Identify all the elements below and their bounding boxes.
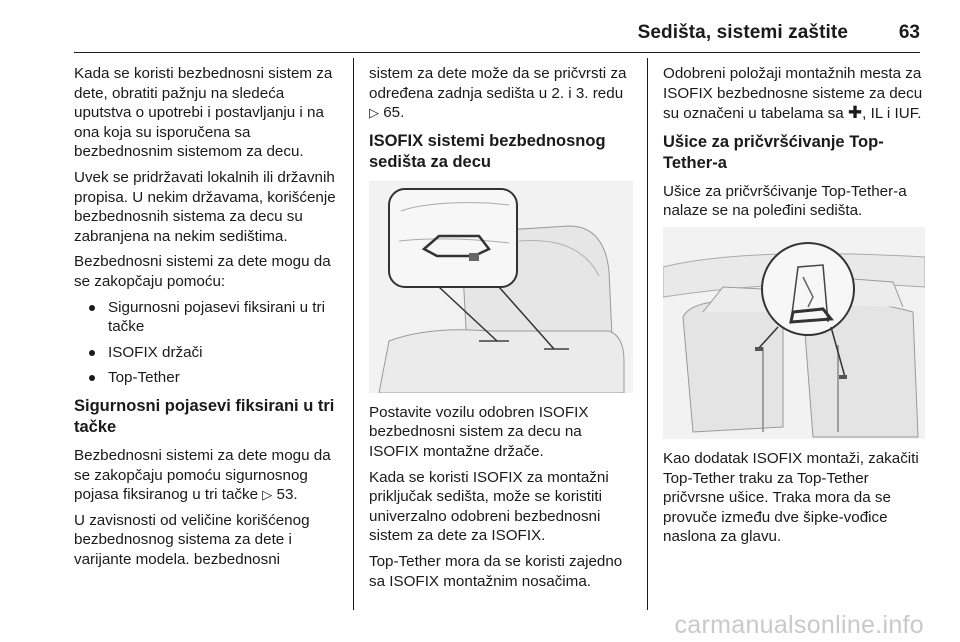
paragraph: Top-Tether mora da se koristi zajedno sa ISOFIX montažnim nosačima. [369,552,623,590]
paragraph-text: Odobreni položaji montažnih mesta za ISOFIX bezbednosne sisteme za decu su označeni u tabelama sa [663,65,923,123]
paragraph: Postavite vozilu odobren ISOFIX bezbednosni sistem za decu na ISOFIX montažne držače. [369,403,589,460]
bullet-list [74,298,344,388]
paragraph: Kao dodatak ISOFIX montaži, zakačiti Top-Tether traku za Top-Tether pričvrsne ušice. Traka mora da se provuče između dve šipke-vođice naslona za glavu. [663,449,919,546]
list-item: ISOFIX držači [74,343,344,363]
paragraph-text: , IL i IUF. [862,105,922,123]
column-2 [369,64,633,597]
paragraph-text: Bezbednosni sistemi za dete mogu da se zakopčaju pomoću sigurnosnog pojasa fiksiranog u tri tačke [74,446,331,504]
paragraph [74,446,344,505]
page-number: 63 [898,22,920,43]
column-divider [353,58,354,610]
paragraph-text: sistem za dete može da se pričvrsti za određena zadnja sedišta u 2. i 3. redu [369,65,627,102]
top-tether-seat-drawing [663,227,925,439]
paragraph: U zavisnosti od veličine korišćenog bezbednosnog sistema za dete i varijante modela. bezbednosni [74,511,310,568]
paragraph [663,64,925,124]
column-divider [647,58,648,610]
top-tether-illustration [663,227,925,439]
paragraph: Bezbednosni sistemi za dete mogu da se zakopčaju pomoću: [74,253,331,290]
section-heading: ISOFIX sistemi bezbednosnog sedišta za decu [369,131,606,171]
isofix-mount-illustration [369,181,633,393]
paragraph: Ušice za pričvršćivanje Top-Tether-a nalaze se na poleđini sedišta. [663,182,907,220]
section-heading: Ušice za pričvršćivanje Top-Tether-a [663,132,884,172]
column-3 [663,64,925,553]
paragraph: Kada se koristi bezbednosni sistem za dete, obratiti pažnju na sledeća uputstva o upotrebi i postavljanju i na ona koja su isporučena sa bezbednosnim sistemom za decu. [74,65,333,161]
page-header [0,0,960,56]
paragraph: Uvek se pridržavati lokalnih ili državnih propisa. U nekim državama, korišćenje bezbednosnih sistema za decu su zabranjena na nekim sedištima. [74,168,336,245]
section-heading: Sigurnosni pojasevi fiksirani u tri tačke [74,396,335,436]
section-title: Sedišta, sistemi zaštite [637,22,848,43]
paragraph [369,64,633,123]
column-1 [74,64,344,575]
page-reference[interactable]: 65. [383,104,405,122]
plus-icon: ✚ [847,103,863,123]
paragraph: Kada se koristi ISOFIX za montažni priključak sedišta, može se koristiti univerzalno odobreni bezbednosni sistem za dete za ISOFIX. [369,468,609,545]
triangle-right-icon: ▷ [369,105,379,121]
list-item: Top-Tether [74,368,344,388]
triangle-right-icon: ▷ [262,487,273,503]
watermark-url: carmanualsonline.info [674,611,924,639]
list-item: Sigurnosni pojasevi fiksirani u tri tačke [74,298,344,337]
header-rule [74,52,920,53]
isofix-seat-drawing [369,181,631,393]
page-reference[interactable]: 53. [276,486,298,504]
